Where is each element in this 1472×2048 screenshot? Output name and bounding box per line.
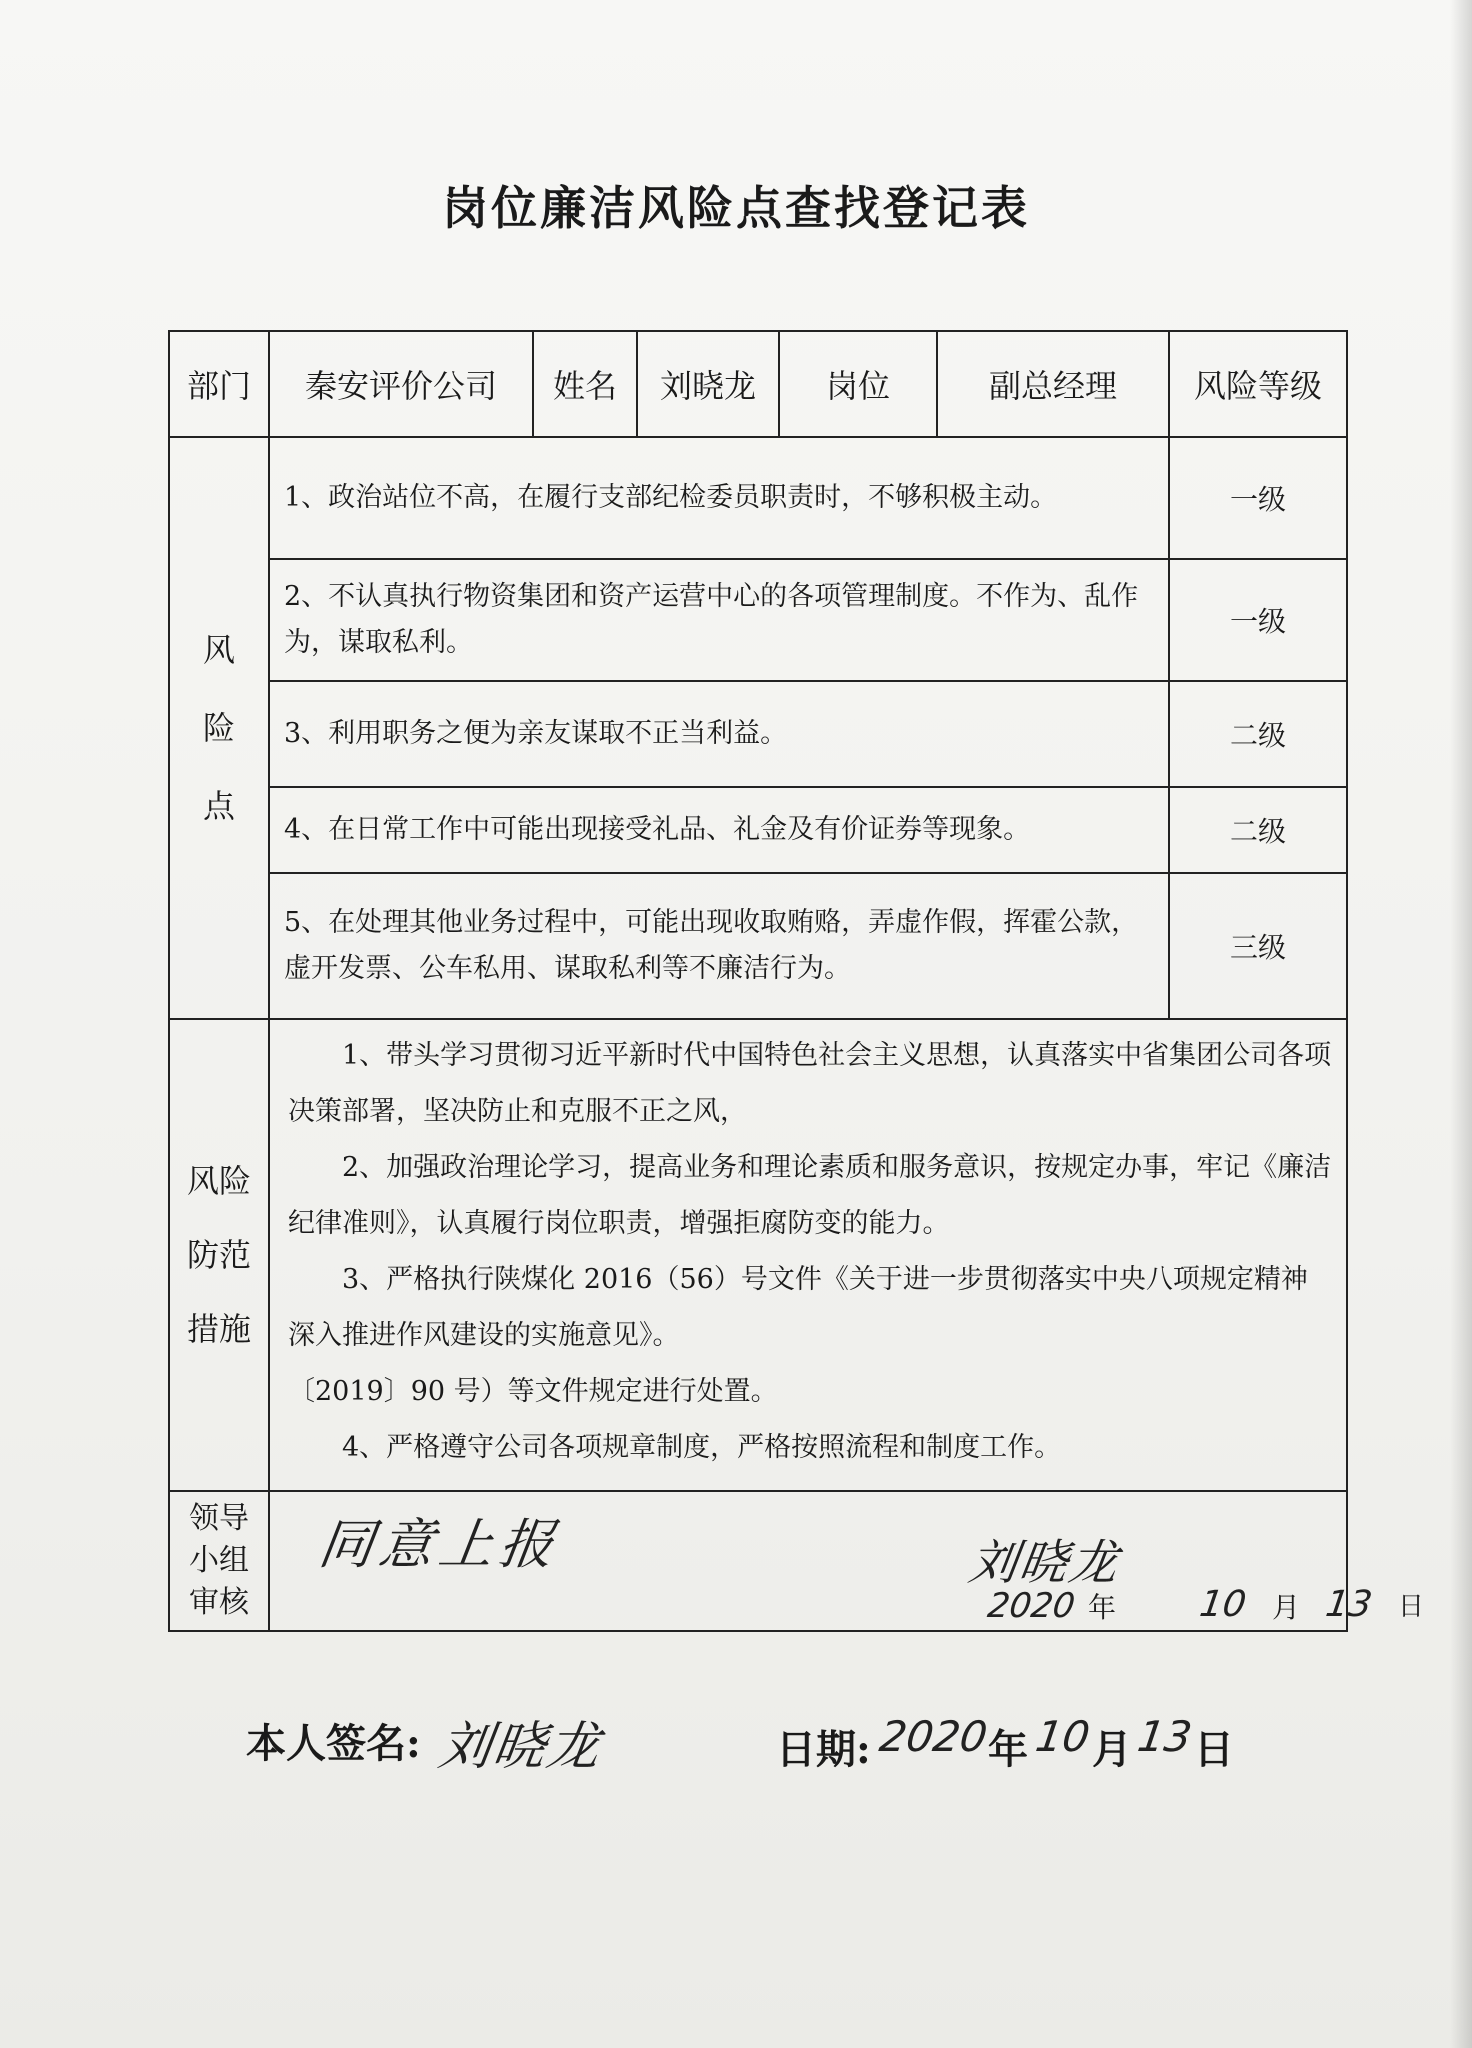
review-signature-handwritten: 刘晓龙 [965, 1535, 1124, 1591]
measure-paragraph-1: 1、带头学习贯彻习近平新时代中国特色社会主义思想，认真落实中省集团公司各项决策部署，坚决防止和克服不正之风， [288, 1040, 1332, 1127]
document-title: 岗位廉洁风险点查找登记表 [442, 181, 1030, 235]
measures-content [269, 1019, 1347, 1491]
risk-item-level: 二级 [1169, 681, 1347, 787]
measure-paragraph-5: 4、严格遵守公司各项规章制度，严格按照流程和制度工作。 [342, 1432, 1062, 1463]
review-label-line-2: 小组 [189, 1543, 249, 1578]
footer-date-day-suffix: 日 [1194, 1726, 1234, 1773]
review-label-line-3: 审核 [189, 1585, 249, 1620]
review-content [269, 1491, 1425, 1631]
risk-points-label [169, 437, 269, 1019]
dept-value: 秦安评价公司 [269, 331, 533, 437]
header-row [169, 331, 1347, 437]
risk-row-3 [169, 681, 1347, 787]
post-label: 岗位 [779, 331, 937, 437]
review-date-month-handwritten: 10 [1197, 1584, 1249, 1625]
risk-item-text: 4、在日常工作中可能出现接受礼品、礼金及有价证券等现象。 [269, 787, 1169, 873]
self-signature-label: 本人签名: [246, 1720, 421, 1767]
risk-row-4 [169, 787, 1347, 873]
measures-label-line-3: 措施 [186, 1310, 251, 1348]
review-row [169, 1491, 1347, 1631]
review-date-year-handwritten: 2020 [985, 1586, 1078, 1626]
measure-paragraph-2: 2、加强政治理论学习，提高业务和理论素质和服务意识，按规定办事，牢记《廉洁纪律准则》，认真履行岗位职责，增强拒腐防变的能力。 [288, 1152, 1332, 1239]
risk-row-1 [169, 437, 1347, 559]
risk-label-char-2: 险 [202, 709, 235, 747]
risk-item-level: 二级 [1169, 787, 1347, 873]
registration-form-table [168, 330, 1425, 1632]
risk-item-text: 5、在处理其他业务过程中，可能出现收取贿赂，弄虚作假，挥霍公款，虚开发票、公车私用、谋取私利等不廉洁行为。 [269, 873, 1169, 1019]
name-label: 姓名 [533, 331, 637, 437]
risk-item-level: 一级 [1169, 559, 1347, 681]
risk-label-char-1: 风 [202, 631, 235, 669]
risk-label-char-3: 点 [202, 787, 235, 825]
name-value: 刘晓龙 [637, 331, 779, 437]
risk-item-text: 3、利用职务之便为亲友谋取不正当利益。 [269, 681, 1169, 787]
measure-paragraph-3: 3、严格执行陕煤化 2016（56）号文件《关于进一步贯彻落实中央八项规定精神深入推进作风建设的实施意见》。 [288, 1264, 1308, 1351]
measures-label-line-2: 防范 [186, 1236, 251, 1274]
risk-row-2 [169, 559, 1347, 681]
footer-date-day-handwritten: 13 [1134, 1712, 1195, 1761]
footer-date-month-suffix: 月 [1092, 1726, 1132, 1773]
risk-item-text: 2、不认真执行物资集团和资产运营中心的各项管理制度。不作为、乱作为，谋取私利。 [269, 559, 1169, 681]
risk-item-text: 1、政治站位不高，在履行支部纪检委员职责时，不够积极主动。 [269, 437, 1169, 559]
risk-row-5 [169, 873, 1347, 1019]
review-label-line-1: 领导 [189, 1501, 249, 1536]
risk-item-level: 三级 [1169, 873, 1347, 1019]
risk-level-label: 风险等级 [1169, 331, 1347, 437]
review-label [169, 1491, 269, 1631]
measures-label-line-1: 风险 [186, 1162, 251, 1200]
post-value: 副总经理 [937, 331, 1169, 437]
footer-date-label: 日期: [776, 1726, 871, 1773]
review-date-day-handwritten: 13 [1323, 1584, 1375, 1625]
measure-paragraph-4: 〔2019〕90 号）等文件规定进行处置。 [288, 1376, 778, 1407]
review-date-day-suffix: 日 [1398, 1592, 1425, 1622]
footer-date-year-handwritten: 2020 [876, 1712, 991, 1761]
risk-item-level: 一级 [1169, 437, 1347, 559]
dept-label: 部门 [169, 331, 269, 437]
measures-row [169, 1019, 1347, 1491]
self-signature-handwritten: 刘晓龙 [435, 1717, 606, 1777]
paper-edge-shadow [1450, 0, 1472, 2048]
footer-date-year-suffix: 年 [988, 1726, 1028, 1773]
measures-label [169, 1019, 269, 1491]
review-opinion-handwritten: 同意上报 [315, 1513, 564, 1576]
review-date-month-suffix: 月 [1272, 1591, 1301, 1624]
footer-date-month-handwritten: 10 [1032, 1712, 1093, 1761]
review-date-year-suffix: 年 [1088, 1591, 1117, 1624]
